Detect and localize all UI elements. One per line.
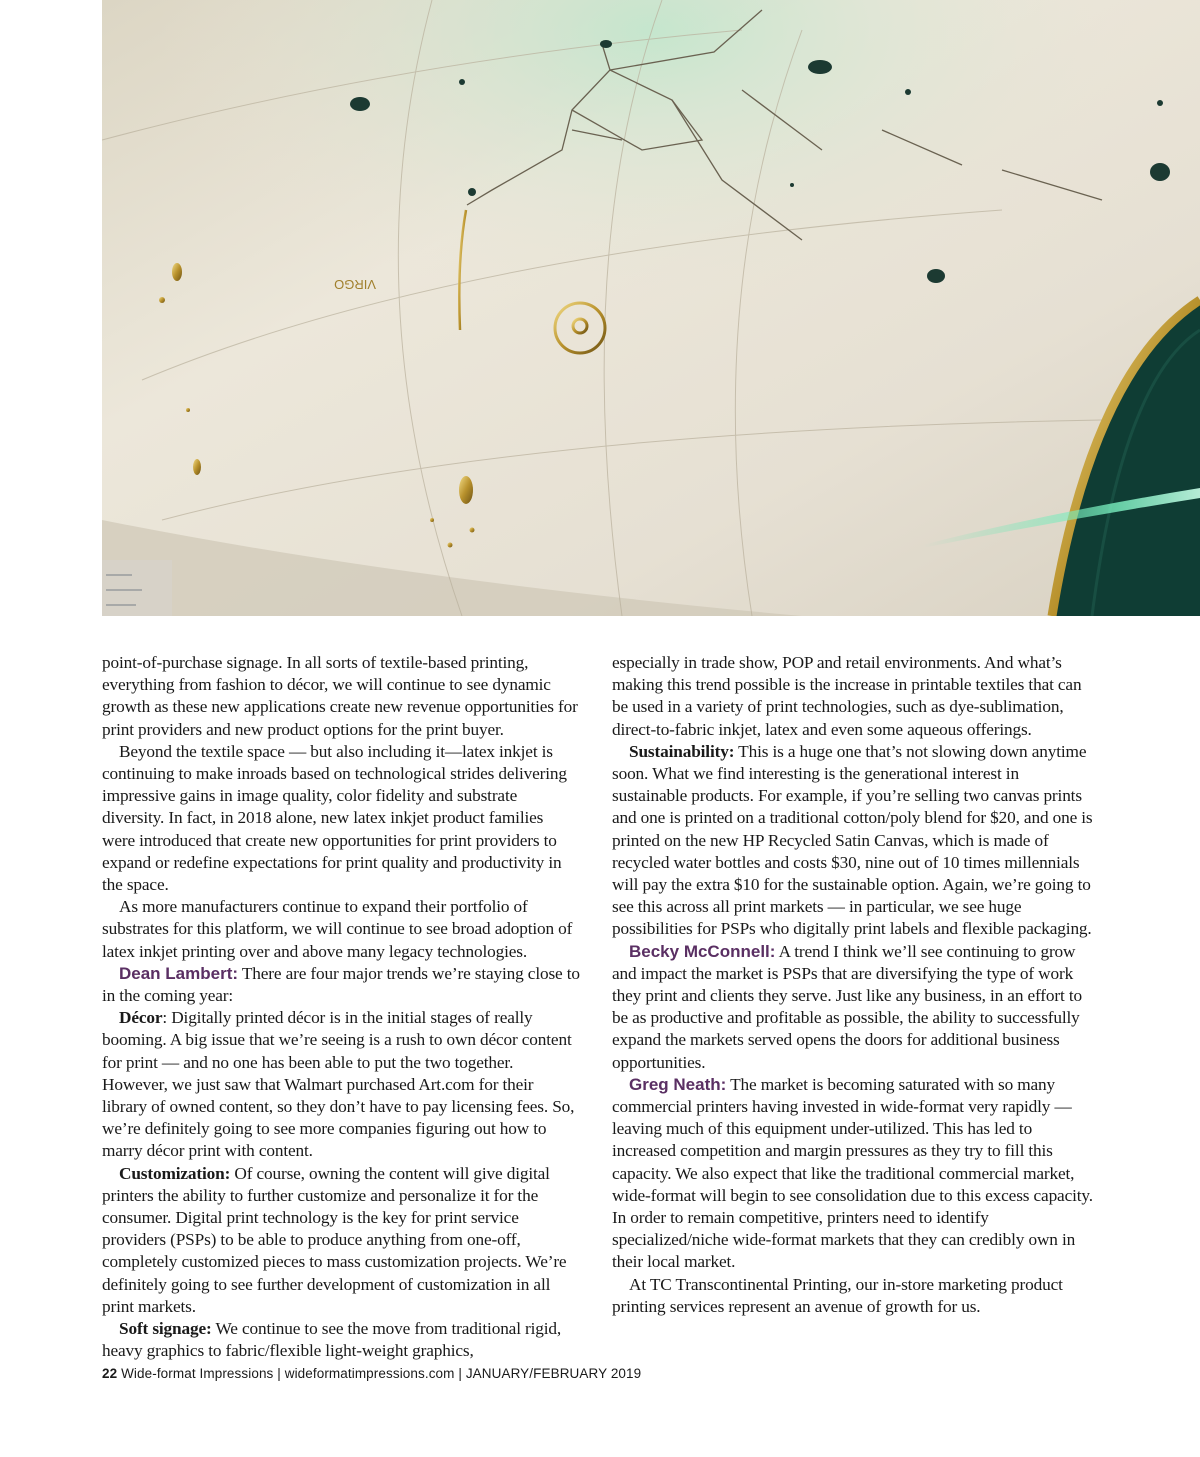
paragraph: Beyond the textile space — but also including it—latex inkjet is continuing to make inroads based on technological strides delivering impressive gains in image quality, color fidelity and substrate diversity. In fact, in 2018 alone, new latex inkjet product families were introduced that create new opportunities for print providers to expand or redefine expectations for print quality and productivity in the space. [102, 741, 567, 895]
paragraph: As more manufacturers continue to expand their portfolio of substrates for this platform, we will continue to see broad adoption of latex inkjet printing over and above many legacy technologies. [102, 897, 573, 961]
run-in-heading: Customization: [119, 1163, 231, 1183]
speaker-name: Dean Lambert: [119, 963, 239, 983]
paragraph: Décor: Digitally printed décor is in the initial stages of really booming. A big issue that we’re seeing is a rush to own décor content for print — and no one has been able to put the two together. However, we just saw that Walmart purchased Art.com for their library of owned content, so they don’t have to pay licensing fees. So, we’re definitely going to see more companies figuring out how to marry décor print with content. [102, 1008, 575, 1161]
paragraph: Soft signage: We continue to see the move from traditional rigid, heavy graphics to fabric/flexible light-weight graphics, [102, 1319, 562, 1361]
paragraph: especially in trade show, POP and retail environments. And what’s making this trend possible is the increase in printable textiles that can be used in a variety of print technologies, such as dye-sublimation, direct-to-fabric inkjet, latex and even some aqueous offerings. [612, 653, 1082, 739]
speaker-name: Becky McConnell: [629, 941, 776, 961]
page-footer [102, 1366, 641, 1381]
run-in-heading: Décor [119, 1008, 163, 1028]
paragraph: point-of-purchase signage. In all sorts of textile-based printing, everything from fashion to décor, we will continue to see dynamic growth as these new applications create new revenue opportunities for print providers and new product options for the print buyer. [102, 653, 578, 739]
paragraph: Greg Neath: The market is becoming saturated with so many commercial printers having invested in wide-format very rapidly — leaving much of this equipment under-utilized. This has led to increased competition and margin pressures as they try to fill this capacity. We also expect that like the traditional commercial market, wide-format will begin to see consolidation due to this excess capacity. In order to remain competitive, printers need to identify specialized/niche wide-format markets that they can credibly own in their local market. [612, 1074, 1093, 1272]
constellation-label: VIRGO [334, 277, 376, 292]
paragraph: Dean Lambert: There are four major trends we’re staying close to in the coming year: [102, 963, 580, 1006]
paragraph: Customization: Of course, owning the content will give digital printers the ability to further customize and personalize it for the consumer. Digital print technology is the key for print service providers (PSPs) to be able to produce anything from one-off, completely customized pieces to mass customization projects. We’re definitely going to see further development of customization in all print markets. [102, 1163, 567, 1316]
article-right-column [612, 652, 1098, 1318]
run-in-heading: Sustainability: [629, 741, 735, 761]
paragraph: Sustainability: This is a huge one that’s not slowing down anytime soon. What we find interesting is the generational interest in sustainable products. For example, if you’re selling two canvas prints and one is printed on a traditional cotton/poly blend for $20, and one is printed on the new HP Recycled Satin Canvas, which is made of recycled water bottles and costs $30, nine out of 10 times millennials will pay the extra $10 for the sustainable option. Again, we’re going to see this across all print markets — in particular, we see huge possibilities for PSPs who digitally print labels and flexible packaging. [612, 741, 1093, 939]
article-photo [102, 0, 1200, 616]
run-in-heading: Soft signage: [119, 1319, 212, 1339]
footer-publication: Wide-format Impressions | wideformatimpressions.com | JANUARY/FEBRUARY 2019 [117, 1366, 642, 1381]
paragraph: Becky McConnell: A trend I think we’ll see continuing to grow and impact the market is PSPs that are diversifying the type of work they print and clients they serve. Just like any business, in an effort to be as productive and profitable as possible, the ability to successfully expand the markets served opens the doors for additional business opportunities. [612, 941, 1082, 1072]
page-number: 22 [102, 1366, 118, 1381]
constellation-canvas-illustration [102, 0, 1200, 616]
paragraph: At TC Transcontinental Printing, our in-store marketing product printing services represent an avenue of growth for us. [612, 1274, 1063, 1316]
article-left-column [102, 652, 580, 1363]
speaker-name: Greg Neath: [629, 1074, 727, 1094]
